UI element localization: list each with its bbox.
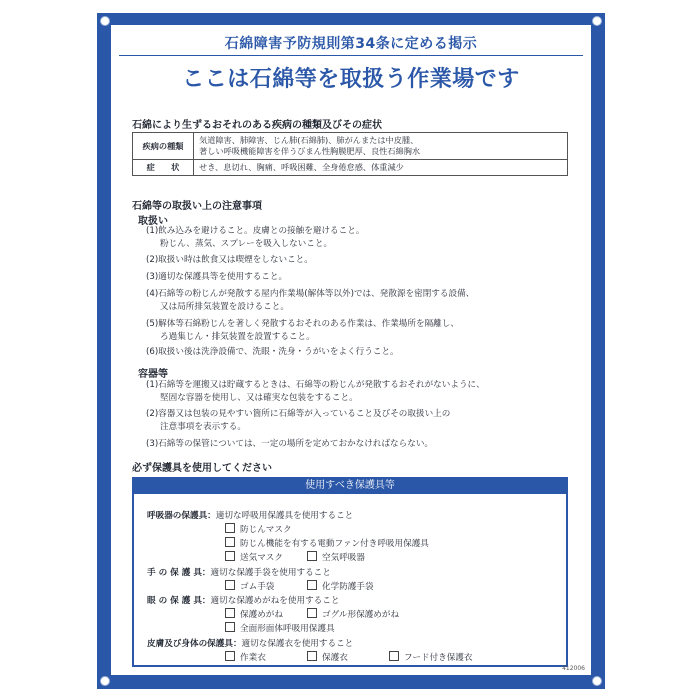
mounting-hole-bottom-right (592, 676, 602, 686)
section-disease-heading: 石綿により生ずるおそれのある疾病の種類及びその症状 (132, 120, 382, 131)
item-line: 又は局所排気装置を設けること。 (160, 301, 289, 312)
checkbox-label: 化学防護手袋 (322, 582, 374, 592)
ppe-box-title: 使用すべき保護具等 (132, 477, 568, 494)
ppe-label: 皮膚及び身体の保護具： (147, 639, 242, 649)
ppe-text: 適切な保護衣を使用すること (241, 639, 354, 649)
item-line: (4)石綿等の粉じんが発散する屋内作業場(解体等以外)では、発散源を密閉する設備、 (146, 289, 475, 299)
table-row-value (194, 133, 568, 160)
sign-panel (111, 25, 591, 675)
checkbox-protective-clothes[interactable] (307, 645, 348, 664)
table-row-value: せき、息切れ、胸痛、呼吸困難、全身倦怠感、体重減少 (194, 160, 568, 176)
handling-label: 取扱い (138, 216, 168, 227)
mounting-hole-top-right (592, 16, 602, 26)
mounting-hole-top-left (100, 16, 110, 26)
disease-table (132, 132, 568, 176)
item-line: (1)石綿等を運搬又は貯蔵するときは、石綿等の粉じんが発散するおそれがないように、 (146, 380, 485, 390)
table-row (133, 133, 568, 160)
containers-label: 容器等 (138, 369, 168, 380)
checkbox-label: 防じん機能を有する電動ファン付き呼吸用保護具 (240, 539, 429, 549)
table-row (133, 160, 568, 176)
item-line: (5)解体等石綿粉じんを著しく発散するおそれのある作業は、作業場所を隔離し、 (146, 319, 459, 329)
item-line: (1)飲み込みを避けること。皮膚との接触を避けること。 (146, 226, 365, 236)
ppe-label: 眼 の 保 護 具： (147, 596, 211, 606)
list-item: (3)適切な保護具等を使用すること。 (146, 272, 288, 282)
list-item (146, 318, 459, 343)
table-row-label: 症 状 (133, 160, 194, 176)
ppe-label: 手 の 保 護 具： (147, 568, 211, 578)
checkbox-label: ゴム手袋 (240, 582, 275, 592)
sign-title: ここは石綿等を取扱う作業場です (182, 67, 520, 92)
checkbox-label: ゴグル形保護めがね (322, 610, 400, 620)
list-item: (3)石綿等の保管については、一定の場所を定めておかなければならない。 (146, 439, 434, 449)
checkbox-box[interactable] (307, 651, 317, 661)
product-code: 412006 (562, 665, 585, 672)
item-line: 注意事項を表示する。 (160, 421, 246, 432)
checkbox-label: 防じんマスク (240, 525, 292, 535)
checkbox-hooded-clothes[interactable] (389, 645, 473, 664)
list-item (146, 225, 364, 250)
ppe-label: 呼吸器の保護具： (147, 511, 216, 521)
item-line: 堅固な容器を使用し、又は確実な包装をすること。 (160, 392, 358, 403)
checkbox-label: フード付き保護衣 (404, 653, 473, 663)
checkbox-label: 保護衣 (322, 653, 348, 663)
item-line: (2)容器又は包装の見やすい箇所に石綿等が入っていること及びその取扱い上の (146, 409, 451, 419)
ppe-text: 適切な呼吸用保護具を使用すること (215, 511, 354, 521)
list-item (146, 379, 485, 404)
list-item: (2)取扱い時は飲食又は喫煙をしないこと。 (146, 255, 313, 265)
ppe-text: 適切な保護めがねを使用すること (210, 596, 340, 606)
table-row-label: 疾病の種類 (133, 133, 194, 160)
item-line: ろ過集じん・排気装置を設置すること。 (160, 331, 315, 342)
checkbox-box[interactable] (389, 651, 399, 661)
list-item (146, 408, 450, 433)
ppe-text: 適切な保護手袋を使用すること (210, 568, 331, 578)
sign-subtitle: 石綿障害予防規則第34条に定める掲示 (224, 36, 478, 52)
title-divider (119, 55, 583, 56)
list-item: (6)取扱い後は洗浄設備で、洗眼・洗身・うがいをよく行うこと。 (146, 347, 399, 357)
section-precautions-heading: 石綿等の取扱い上の注意事項 (132, 201, 262, 212)
item-line: 粉じん、蒸気、スプレーを吸入しないこと。 (160, 238, 333, 249)
list-item (146, 288, 474, 313)
table-line: 著しい呼吸機能障害を伴うびまん性胸膜肥厚、良性石綿胸水 (199, 146, 421, 156)
checkbox-label: 空気呼吸器 (322, 553, 365, 563)
checkbox-label: 作業衣 (240, 653, 266, 663)
checkbox-label: 保護めがね (240, 610, 283, 620)
checkbox-work-clothes[interactable] (225, 645, 266, 664)
checkbox-label: 送気マスク (240, 553, 283, 563)
checkbox-label: 全面形面体呼吸用保護具 (240, 624, 335, 634)
checkbox-box[interactable] (225, 651, 235, 661)
section-ppe-heading: 必ず保護具を使用してください (132, 463, 272, 474)
mounting-hole-bottom-left (100, 676, 110, 686)
table-line: 気道障害、肺障害、じん肺(石綿肺)、肺がんまたは中皮腫、 (199, 135, 419, 145)
